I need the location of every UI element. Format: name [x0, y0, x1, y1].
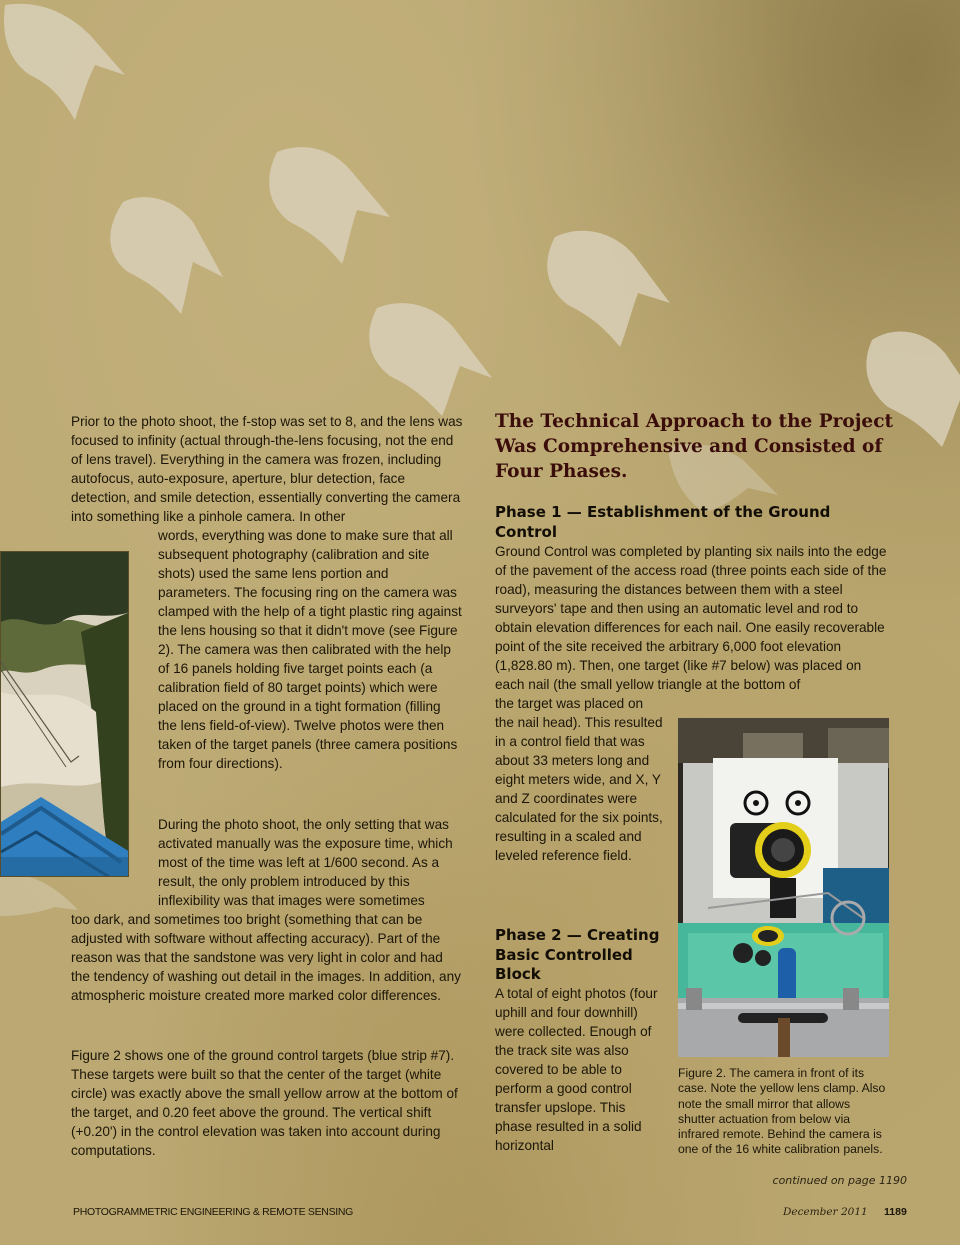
footprint-1 — [0, 0, 130, 125]
phase-1-heading: Phase 1 — Establishment of the Ground Control — [495, 503, 831, 541]
camera-photo — [678, 718, 889, 1057]
phase-1-body-continued: the target was placed on the nail head). This resulted in a control field that was about 33 meters long and eight meters wide, and X, Y and Z coordinates were calculated for the six points, resulting in a scaled and leveled reference field. — [495, 696, 663, 863]
footprint-2 — [103, 192, 228, 317]
issue-date: December 2011 — [783, 1206, 868, 1218]
continued-note: continued on page 1190 — [772, 1174, 907, 1187]
journal-name: PHOTOGRAMMETRIC ENGINEERING & REMOTE SENSING — [73, 1206, 354, 1218]
body-paragraph-2: During the photo shoot, the only setting that was activated manually was the exposure time, which most of the time was left at 1/600 second. As a result, the only problem introduced by this inflexibility was that images were sometimes — [158, 817, 453, 908]
page-number: 1189 — [884, 1206, 907, 1218]
body-paragraph-3: Figure 2 shows one of the ground control targets (blue strip #7). These targets were built so that the center of the target (white circle) was exactly above the small yellow arrow at the bottom of the target, and 0.20 feet above the ground. The vertical shift (+0.20') in the control elevation was taken into account during computations. — [71, 1048, 458, 1158]
phase-1-body: Ground Control was completed by planting six nails into the edge of the pavement of the access road (three points each side of the road), measuring the distances between them with a steel surveyors' tape and then using an automatic level and rod to obtain elevation differences for each nail. One easily recoverable point of the site received the arbitrary 6,000 foot elevation (1,828.80 m). Then, one target (like #7 below) was placed on each nail (the small yellow triangle at the bottom of — [495, 544, 887, 692]
phase-2-body: A total of eight photos (four uphill and four downhill) were collected. Enough of the track site was also covered to be able to perform a good control transfer upslope. This phase resulted in a solid horizontal — [495, 986, 658, 1153]
body-paragraph-1: Prior to the photo shoot, the f-stop was set to 8, and the lens was focused to infinity (actual through-the-lens focusing, not the end of lens travel). Everything in the camera was frozen, including autofocus, auto-exposure, aperture, blur detection, face detection, and smile detection, essentially converting the camera into something like a pinhole camera. In other — [71, 414, 463, 524]
footprint-4 — [362, 298, 494, 418]
footprint-8 — [0, 872, 80, 917]
section-heading: The Technical Approach to the Project Was Comprehensive and Consisted of Four Phases. — [495, 411, 894, 482]
footprint-5 — [540, 225, 672, 350]
body-paragraph-1-continued: words, everything was done to make sure that all subsequent photography (calibration and site shots) used the same lens portion and parameters. The focusing ring on the camera was clamped with the help of a tight plastic ring against the lens housing so that it didn't move (see Figure 2). The camera was then calibrated with the help of 16 panels holding five target points each (a calibration field of 80 target points) which were placed on the ground in a tight formation (filling the lens field-of-view). Twelve photos were then taken of the target panels (three camera positions from four directions). — [158, 528, 462, 771]
site-photo — [0, 551, 129, 877]
phase-2-heading: Phase 2 — Creating Basic Controlled Block — [495, 926, 660, 983]
footprint-3 — [262, 142, 392, 267]
body-paragraph-2-continued: too dark, and sometimes too bright (something that can be adjusted with software without affecting accuracy). Part of the reason was that the sandstone was very light in color and had the tendency of washing out detail in the images. In addition, any atmospheric moisture created more marked color differences. — [71, 912, 461, 1003]
figure-caption: Figure 2. The camera in front of its case. Note the yellow lens clamp. Also note the small mirror that allows shutter actuation from below via infrared remote. Behind the camera is one of the 16 white calibration panels. — [678, 1066, 886, 1157]
